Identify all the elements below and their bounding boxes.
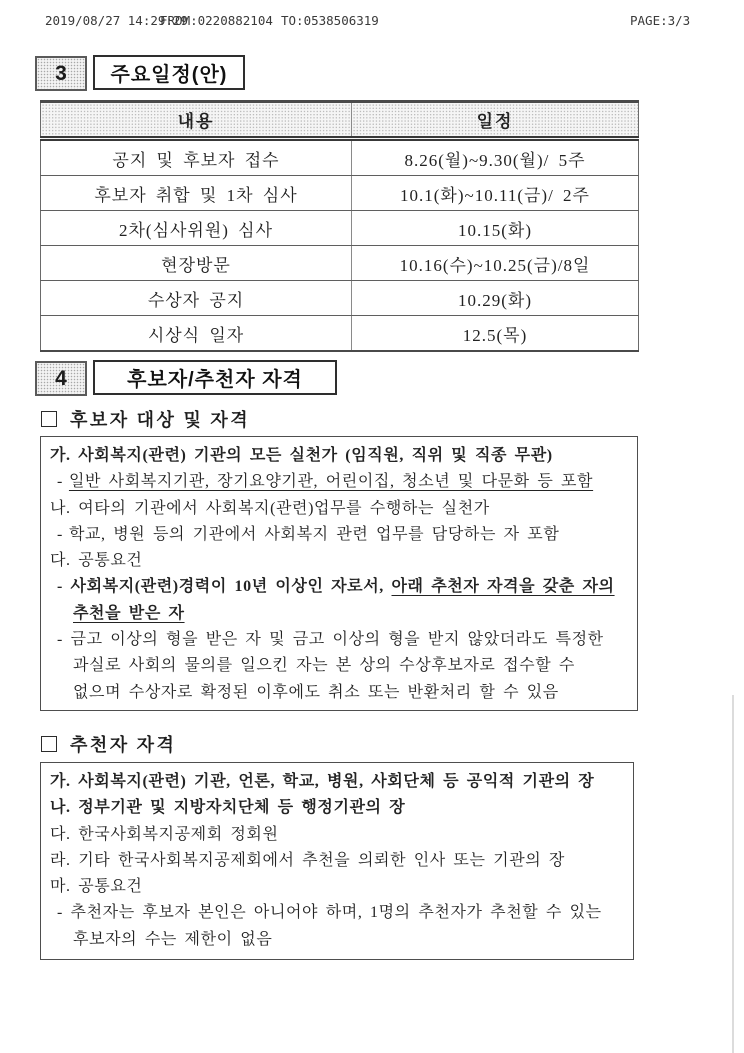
recommender-line: 후보자의 수는 제한이 없음 [73,930,273,948]
fax-transmission-header [0,13,744,31]
column-header-content: 내용 [41,102,352,139]
candidate-line: 추천을 받은 자 [73,604,185,622]
fax-datetime: 2019/08/27 14:29:29 [45,13,188,28]
recommender-line: 가. 사회복지(관련) 기관, 언론, 학교, 병원, 사회단체 등 공익적 기관의 장 [50,773,595,790]
section-4-number-box [35,361,87,396]
recommender-subsection-heading [41,731,176,757]
recommender-line: - 추천자는 후보자 본인은 아니어야 하며, 1명의 추천자가 추천할 수 있는 [57,904,602,922]
recommender-qualification-box [40,762,634,960]
fax-from-number: FROM:0220882104 [160,13,273,28]
table-cell-content: 후보자 취합 및 1차 심사 [41,176,352,211]
square-bullet-icon [41,736,57,752]
table-cell-date: 12.5(목) [352,316,639,352]
square-bullet-icon [41,411,57,427]
section-4-title-box [93,360,337,395]
section-3-number-box [35,56,87,91]
candidate-line: 가. 사회복지(관련) 기관의 모든 실천가 (임직원, 직위 및 직종 무관) [50,447,553,464]
table-row [41,211,639,246]
candidate-heading-label: 후보자 대상 및 자격 [70,410,251,430]
table-cell-date: 8.26(월)~9.30(월)/ 5주 [352,139,639,176]
candidate-qualification-box [40,436,638,711]
recommender-line: 마. 공통요건 [50,878,143,896]
table-cell-date: 10.15(화) [352,211,639,246]
table-cell-date: 10.1(화)~10.11(금)/ 2주 [352,176,639,211]
bullet-dash: - [57,525,63,543]
recommender-line: 나. 정부기관 및 지방자치단체 등 행정기관의 장 [50,799,406,817]
table-row [41,316,639,352]
section-3-title: 주요일정(안) [110,64,228,86]
recommender-line: 다. 한국사회복지공제회 정회원 [50,825,279,843]
schedule-table [40,100,639,352]
section-4-number: 4 [55,366,67,390]
scan-artifact-line [732,695,734,1053]
recommender-line: 라. 기타 한국사회복지공제회에서 추천을 의뢰한 인사 또는 기관의 장 [50,851,565,869]
section-4-title: 후보자/추천자 자격 [127,369,303,391]
candidate-line: - 학교, 병원 등의 기관에서 사회복지 관련 업무를 담당하는 자 포함 [57,525,560,543]
table-cell-content: 공지 및 후보자 접수 [41,139,352,176]
fax-to-number: TO:0538506319 [281,13,379,28]
candidate-line: 나. 여타의 기관에서 사회복지(관련)업무를 수행하는 실천가 [50,499,490,517]
section-3-number: 3 [55,61,67,85]
bullet-dash: - [57,473,63,491]
candidate-line: - 일반 사회복지기관, 장기요양기관, 어린이집, 청소년 및 다문화 등 포함 [57,473,594,491]
column-header-date: 일정 [352,102,639,139]
table-row [41,246,639,281]
section-3-title-box [93,55,245,90]
candidate-line: - 금고 이상의 형을 받은 자 및 금고 이상의 형을 받지 않았더라도 특정한 [57,631,604,649]
table-cell-content: 시상식 일자 [41,316,352,352]
table-cell-content: 수상자 공지 [41,281,352,316]
fax-page-indicator: PAGE:3/3 [630,13,691,28]
candidate-line: 과실로 사회의 물의를 일으킨 자는 본 상의 수상후보자로 접수할 수 [73,657,575,675]
table-row [41,176,639,211]
table-row [41,139,639,176]
table-cell-date: 10.16(수)~10.25(금)/8일 [352,246,639,281]
table-cell-date: 10.29(화) [352,281,639,316]
table-cell-content: 2차(심사위원) 심사 [41,211,352,246]
candidate-line: 없으며 수상자로 확정된 이후에도 취소 또는 반환처리 할 수 있음 [73,683,559,701]
candidate-line: - 사회복지(관련)경력이 10년 이상인 자로서, 아래 추천자 자격을 갖춘 자의 [57,578,615,596]
table-row [41,281,639,316]
recommender-heading-label: 추천자 자격 [70,735,177,755]
schedule-table-header-row [41,102,639,139]
candidate-subsection-heading [41,406,250,432]
candidate-line: 다. 공통요건 [50,552,143,570]
table-cell-content: 현장방문 [41,246,352,281]
